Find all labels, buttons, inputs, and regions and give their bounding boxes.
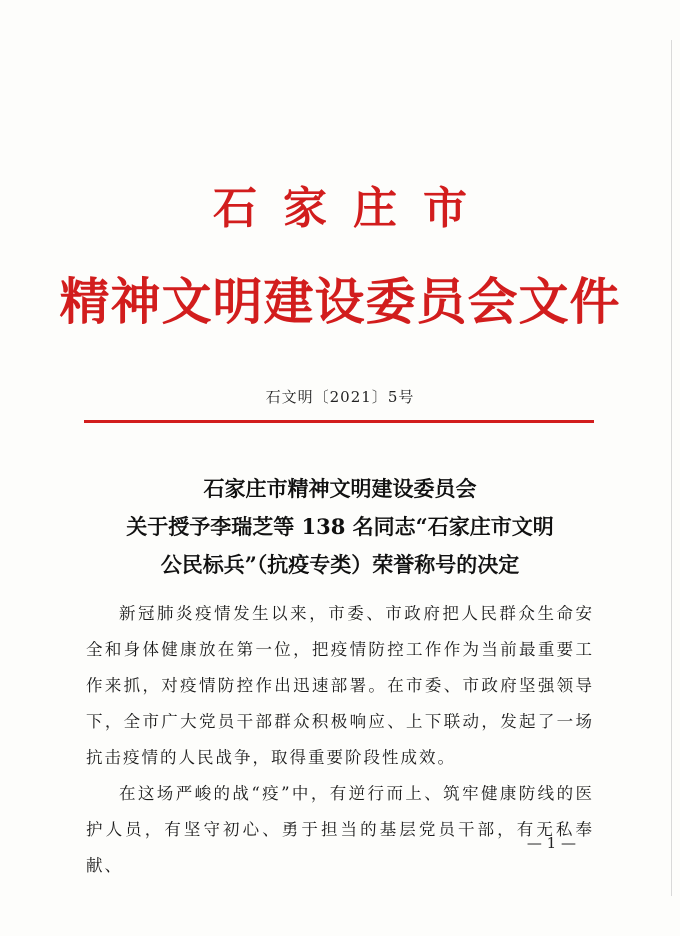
document-title bbox=[60, 470, 620, 584]
title-line-1: 石家庄市精神文明建设委员会 bbox=[203, 476, 477, 501]
title-line-2: 关于授予李瑞芝等 138 名同志“石家庄市文明 bbox=[126, 514, 554, 539]
document-body bbox=[86, 596, 594, 884]
document-number: 石文明〔2021〕5号 bbox=[265, 388, 415, 406]
body-paragraph-1: 新冠肺炎疫情发生以来，市委、市政府把人民群众生命安全和身体健康放在第一位，把疫情防控工作作为当前最重要工作来抓，对疫情防控作出迅速部署。在市委、市政府坚强领导下，全市广大党员干部群众积极响应、上下联动，发起了一场抗击疫情的人民战争，取得重要阶段性成效。 bbox=[86, 604, 594, 767]
header-city: 石家庄市 bbox=[213, 183, 493, 234]
title-line-3: 公民标兵”（抗疫专类）荣誉称号的决定 bbox=[160, 552, 520, 577]
red-divider-rule bbox=[84, 420, 594, 423]
page-number: — 1 — bbox=[526, 834, 576, 852]
scan-edge bbox=[671, 40, 672, 896]
header-org: 精神文明建设委员会文件 bbox=[59, 272, 621, 331]
body-paragraph-2: 在这场严峻的战“疫”中，有逆行而上、筑牢健康防线的医护人员，有坚守初心、勇于担当的基层党员干部，有无私奉献、 bbox=[86, 784, 594, 875]
